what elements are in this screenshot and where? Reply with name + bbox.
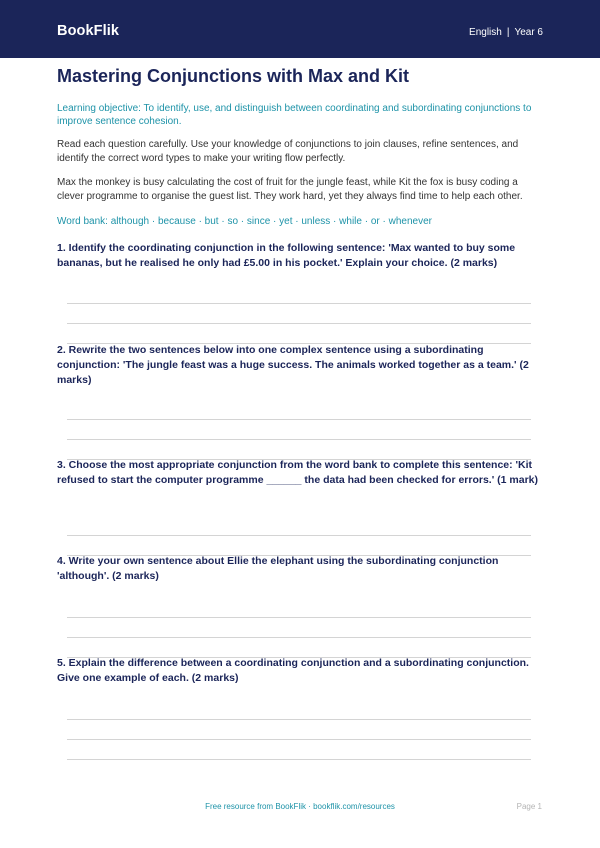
answer-line[interactable]: [67, 535, 531, 536]
answer-line[interactable]: [67, 739, 531, 740]
header-separator: |: [506, 27, 510, 38]
answer-line[interactable]: [67, 419, 531, 420]
answer-line[interactable]: [67, 303, 531, 304]
page-number: Page 1: [516, 802, 542, 811]
intro-section: [57, 64, 547, 228]
answer-line[interactable]: [67, 439, 531, 440]
year-label: Year 6: [514, 27, 543, 38]
page-title: Mastering Conjunctions with Max and Kit: [57, 66, 410, 86]
question-2: 2. Rewrite the two sentences below into one complex sentence using a subordinating conjunction: 'The jungle feast was a huge success. The animals worked together as a team.' (2 marks): [57, 344, 529, 386]
question-4: 4. Write your own sentence about Ellie the elephant using the subordinating conjunction 'although'. (2 marks): [57, 555, 499, 582]
header-meta: [469, 27, 543, 38]
answer-line[interactable]: [67, 637, 531, 638]
word-bank: Word bank: although · because · but · so · since · yet · unless · while · or · whenever: [57, 216, 432, 227]
story-text: Max the monkey is busy calculating the cost of fruit for the jungle feast, while Kit the fox is busy coding a clever programme to organise the guest list. They work hard, yet they always find time to help each other.: [57, 177, 523, 202]
question-5: 5. Explain the difference between a coordinating conjunction and a subordinating conjunction. Give one example of each. (2 marks): [57, 657, 529, 684]
answer-line[interactable]: [67, 759, 531, 760]
question-3: 3. Choose the most appropriate conjunction from the word bank to complete this sentence: 'Kit refused to start the computer programme ______ the data had been checked for errors.' (1 mark): [57, 459, 538, 486]
subject-label: English: [469, 27, 502, 38]
brand-logo[interactable]: BookFlik: [57, 23, 120, 39]
answer-line[interactable]: [67, 617, 531, 618]
learning-objective: Learning objective: To identify, use, and distinguish between coordinating and subordinating conjunctions to improve sentence cohesion.: [57, 103, 532, 127]
instructions-text: Read each question carefully. Use your knowledge of conjunctions to join clauses, refine sentences, and identify the correct word types to make your writing flow perfectly.: [57, 139, 519, 164]
footer-credit[interactable]: Free resource from BookFlik · bookflik.com/resources: [205, 802, 395, 811]
answer-line[interactable]: [67, 323, 531, 324]
answer-line[interactable]: [67, 719, 531, 720]
question-1: 1. Identify the coordinating conjunction in the following sentence: 'Max wanted to buy some bananas, but he realised he only had £5.00 in his pocket.' Explain your choice. (2 marks): [57, 242, 516, 269]
page-header: [0, 0, 600, 58]
